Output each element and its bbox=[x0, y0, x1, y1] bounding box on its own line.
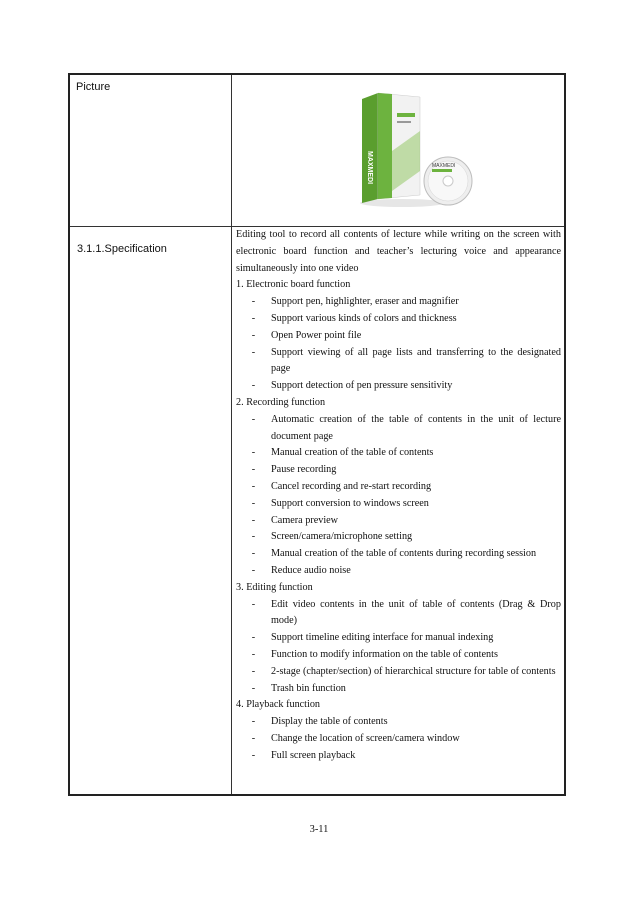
list-item: - Reduce audio noise bbox=[251, 564, 351, 576]
section-heading: 3. Editing function bbox=[236, 581, 313, 593]
spec-section-electronic-board bbox=[236, 277, 561, 395]
list-item: - Support viewing of all page lists and transferring to the designated page bbox=[251, 346, 561, 375]
list-item: - Support pen, highlighter, eraser and magnifier bbox=[251, 296, 459, 308]
list-item: - Support conversion to windows screen bbox=[251, 497, 429, 509]
list-item: - Camera preview bbox=[251, 514, 339, 526]
list-item: - Support timeline editing interface for manual indexing bbox=[251, 632, 494, 644]
list-item: - Change the location of screen/camera window bbox=[251, 732, 460, 744]
list-item: - 2-stage (chapter/section) of hierarchical structure for table of contents bbox=[251, 665, 556, 677]
spec-table bbox=[68, 73, 566, 796]
list-item: - Screen/camera/microphone setting bbox=[251, 531, 413, 543]
disc-brand: MAXMEDI bbox=[432, 163, 456, 169]
list-item: - Edit video contents in the unit of table of contents (Drag & Drop mode) bbox=[251, 598, 561, 627]
page-number: 3-11 bbox=[309, 824, 329, 835]
list-item: - Function to modify information on the table of contents bbox=[251, 648, 498, 660]
list-item: - Manual creation of the table of contents during recording session bbox=[251, 548, 537, 560]
list-item: - Automatic creation of the table of contents in the unit of lecture document page bbox=[251, 413, 561, 442]
list-item: - Pause recording bbox=[251, 464, 337, 476]
section-heading: 1. Electronic board function bbox=[236, 279, 351, 291]
section-heading: 2. Recording function bbox=[236, 396, 326, 408]
list-item: - Support various kinds of colors and thickness bbox=[251, 312, 457, 324]
spec-section-playback bbox=[236, 697, 561, 764]
list-item: - Trash bin function bbox=[251, 682, 346, 694]
spec-section-editing bbox=[236, 580, 561, 698]
picture-cell bbox=[232, 75, 564, 226]
specification-label: 3.1.1.Specification bbox=[77, 243, 167, 255]
picture-label: Picture bbox=[76, 81, 111, 93]
list-item: - Manual creation of the table of contents bbox=[251, 447, 434, 459]
list-item: - Full screen playback bbox=[251, 749, 356, 761]
list-item: - Display the table of contents bbox=[251, 716, 388, 728]
list-item: - Cancel recording and re-start recording bbox=[251, 480, 432, 492]
list-item: - Support detection of pen pressure sensitivity bbox=[251, 380, 453, 392]
spec-intro: Editing tool to record all contents of lecture while writing on the screen with electronic board function and teacher’s lecturing voice and appearance simultaneously into one video bbox=[236, 229, 561, 274]
list-item: - Open Power point file bbox=[251, 329, 362, 341]
section-heading: 4. Playback function bbox=[236, 699, 321, 711]
spec-section-recording bbox=[236, 395, 561, 580]
product-box-image bbox=[352, 91, 482, 211]
box-side-brand: MAXMEDI bbox=[366, 151, 373, 185]
specification-content bbox=[236, 227, 561, 765]
